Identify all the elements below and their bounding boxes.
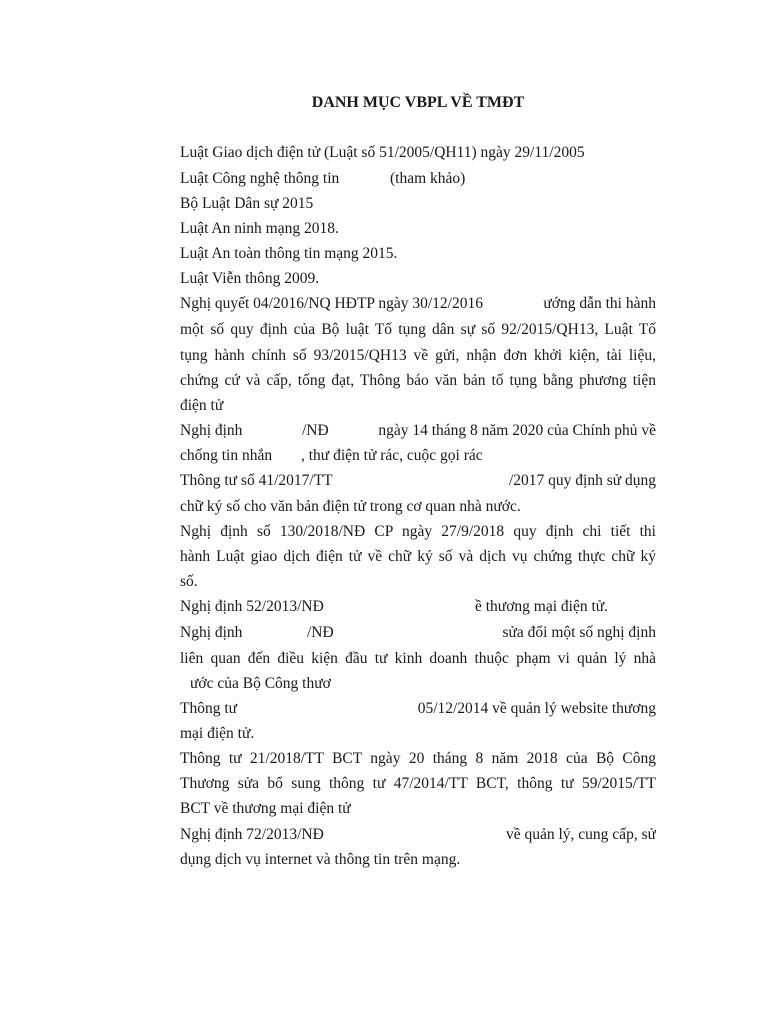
text-segment: ề thương mại điện tử. [475, 598, 609, 615]
text-segment: Nghị định 72/2013/NĐ [180, 826, 324, 843]
list-item: chữ ký số cho văn bản điện tử trong cơ quan nhà nước. [180, 498, 521, 515]
list-item: liên quan đến điều kiện đầu tư kinh doanh thuộc phạm vi quản lý nhà [180, 650, 656, 667]
list-item: Luật Viễn thông 2009. [180, 270, 320, 287]
list-item [180, 623, 656, 643]
list-item: Thương sửa bổ sung thông tư 47/2014/TT BCT, thông tư 59/2015/TT [180, 775, 656, 792]
list-item [180, 446, 656, 466]
list-item: dụng dịch vụ internet và thông tin trên mạng. [180, 851, 461, 868]
list-item: chứng cứ và cấp, tống đạt, Thông báo văn bản tố tụng bằng phương tiện [180, 372, 656, 389]
list-item: số. [180, 573, 198, 590]
list-item: hành Luật giao dịch điện tử về chữ ký số và dịch vụ chứng thực chữ ký [180, 548, 656, 565]
list-item: Luật An toàn thông tin mạng 2015. [180, 245, 398, 262]
text-segment: Nghị quyết 04/2016/NQ HĐTP ngày 30/12/2016 [180, 295, 483, 312]
list-item: Thông tư 21/2018/TT BCT ngày 20 tháng 8 năm 2018 của Bộ Công [180, 750, 656, 767]
text-segment: về quản lý, cung cấp, sử [505, 826, 656, 843]
list-item [180, 597, 656, 617]
text-segment: ướng dẫn thi hành [543, 295, 656, 312]
text-segment: Thông tư [180, 700, 238, 717]
text-segment: Luật Công nghệ thông tin [180, 170, 340, 187]
list-item: tụng hành chính số 93/2015/QH13 về gửi, nhận đơn khởi kiện, tài liệu, [180, 347, 656, 364]
text-segment: /2017 quy định sử dụng [508, 472, 656, 489]
text-segment: (tham khảo) [390, 170, 466, 187]
text-segment: Nghị định 52/2013/NĐ [180, 598, 324, 615]
list-item [180, 699, 656, 719]
list-item: một số quy định của Bộ luật Tố tụng dân sự số 92/2015/QH13, Luật Tố [180, 321, 656, 338]
list-item [180, 825, 656, 845]
text-segment: Thông tư số 41/2017/TT [180, 472, 333, 489]
list-item [180, 169, 656, 189]
list-item [180, 674, 656, 694]
text-segment: /NĐ [307, 624, 334, 641]
text-segment: Nghị định [180, 422, 243, 439]
text-segment: 05/12/2014 về quản lý website thương [417, 700, 656, 717]
list-item [180, 421, 656, 441]
list-item [180, 294, 656, 314]
text-segment: , thư điện tử rác, cuộc gọi rác [301, 447, 483, 464]
list-item [180, 471, 656, 491]
document-title: DANH MỤC VBPL VỀ TMĐT [311, 94, 525, 111]
list-item: BCT về thương mại điện tử [180, 800, 351, 817]
list-item: mại điện tử. [180, 725, 255, 742]
list-item: Luật Giao dịch điện tử (Luật số 51/2005/QH11) ngày 29/11/2005 [180, 144, 585, 161]
list-item: Bộ Luật Dân sự 2015 [180, 195, 314, 212]
text-segment: ước của Bộ Công thươ [190, 675, 331, 692]
list-item: Luật An ninh mạng 2018. [180, 220, 339, 237]
list-item: Nghị định số 130/2018/NĐ CP ngày 27/9/2018 quy định chi tiết thi [180, 523, 656, 540]
text-segment: Nghị định [180, 624, 243, 641]
text-segment: chống tin nhắn [180, 447, 273, 464]
text-segment: sửa đổi một số nghị định [502, 624, 656, 641]
text-segment: ngày 14 tháng 8 năm 2020 của Chính phủ về [378, 422, 656, 439]
list-item: điện tử [180, 397, 224, 414]
text-segment: /NĐ [302, 422, 329, 439]
